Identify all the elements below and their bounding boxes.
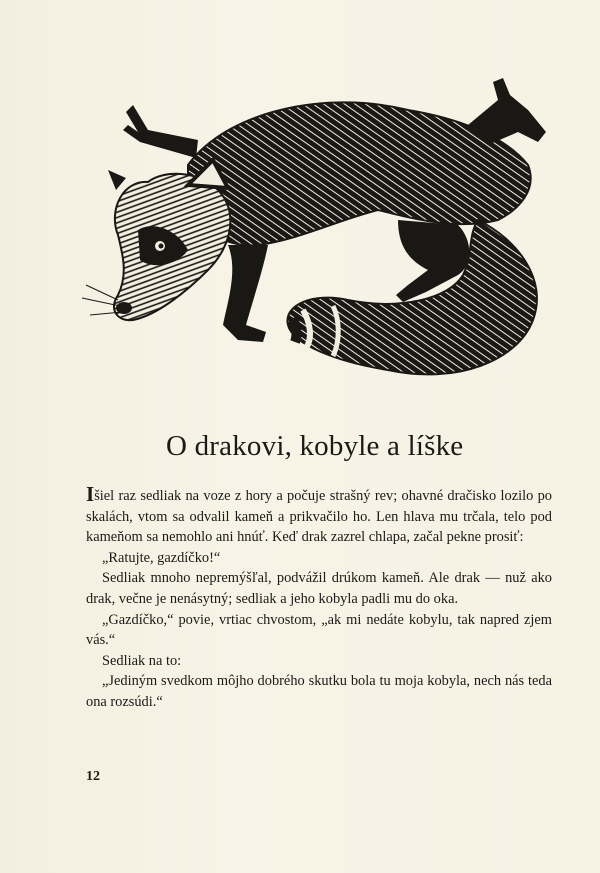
first-paragraph — [86, 482, 552, 548]
story-title: O drakovi, kobyle a líške — [166, 430, 464, 462]
fox-illustration-icon — [78, 70, 558, 400]
paragraph: „Ratujte, gazdíčko!“ — [102, 549, 221, 566]
paragraph: Sedliak na to: — [102, 652, 182, 669]
paragraph: Sedliak mnoho nepremýšľal, podvážil drúkom kameň. Ale drak — nuž ako drak, večne je nenásytný; sedliak a jeho kobyla padli mu do oka. — [86, 570, 552, 607]
paragraph: „Gazdíčko,“ povie, vrtiac chvostom, „ak mi nedáte kobylu, tak napred zjem vás.“ — [86, 611, 552, 649]
first-paragraph-text: šiel raz sedliak na voze z hory a počuje strašný rev; ohavné dračisko lozilo po skalách, vtom sa odvalil kameň a prikvačilo ho. Len hlava mu trčala, telo pod kameňom sa nemohlo ani hnúť. Keď drak zazrel chlapa, začal pekne prosiť: — [86, 488, 552, 546]
page-number: 12 — [86, 769, 100, 784]
paragraph: „Jediným svedkom môjho dobrého skutku bola tu moja kobyla, nech nás teda ona rozsúdi.“ — [86, 673, 552, 710]
drop-cap: I — [86, 482, 95, 506]
story-text — [86, 482, 552, 713]
